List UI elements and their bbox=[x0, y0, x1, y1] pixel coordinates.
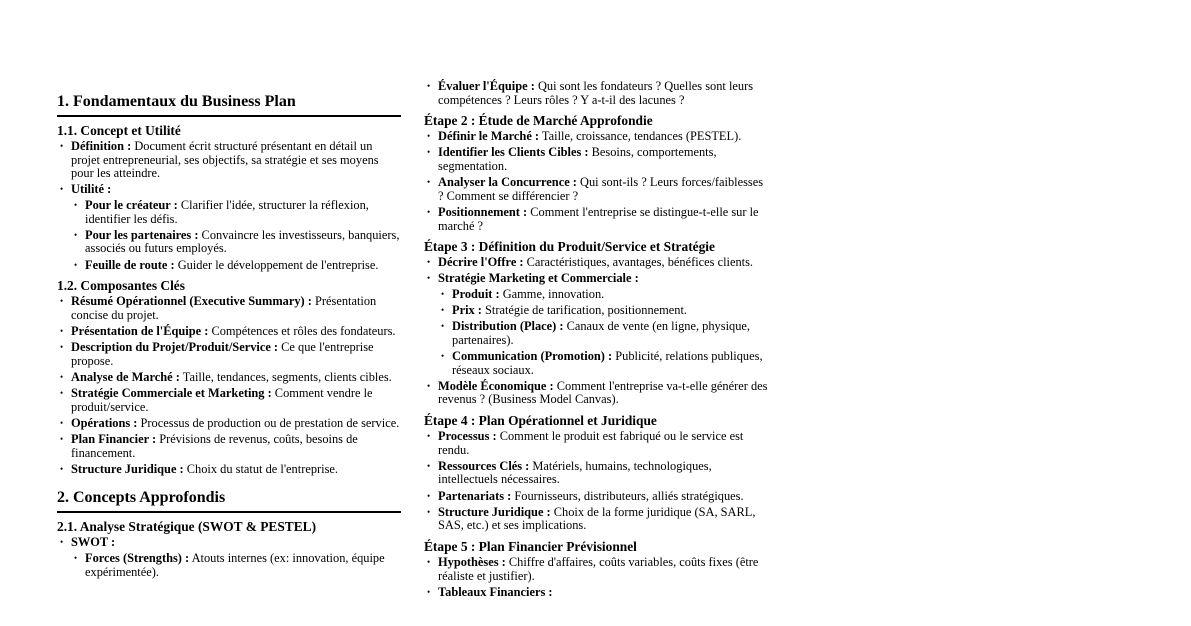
item-term: Structure Juridique : bbox=[438, 504, 551, 519]
item-term: Définition : bbox=[71, 139, 132, 153]
list-item bbox=[438, 350, 768, 377]
item-desc: Comment vendre le produit/service. bbox=[71, 386, 373, 414]
step-3-list bbox=[424, 256, 768, 407]
list-item bbox=[71, 552, 401, 579]
list-item bbox=[424, 130, 768, 144]
item-term: Identifier les Clients Cibles : bbox=[438, 145, 589, 160]
item-desc: Clarifier l'idée, structurer la réflexion, identifier les défis. bbox=[85, 197, 369, 226]
step-4-heading: Étape 4 : Plan Opérationnel et Juridique bbox=[424, 413, 657, 429]
item-term: Distribution (Place) : bbox=[452, 319, 564, 334]
list-item bbox=[424, 80, 768, 107]
list-item bbox=[57, 433, 401, 460]
list-item bbox=[57, 371, 401, 385]
marketing-mix-sublist bbox=[438, 288, 768, 377]
item-desc: Caractéristiques, avantages, bénéfices clients. bbox=[523, 255, 754, 270]
item-term: Évaluer l'Équipe : bbox=[438, 79, 535, 93]
list-item bbox=[424, 380, 768, 407]
item-desc: Présentation concise du projet. bbox=[71, 294, 377, 322]
item-desc: Besoins, comportements, segmentation. bbox=[438, 145, 717, 173]
concept-list bbox=[57, 140, 401, 272]
step-3-heading: Étape 3 : Définition du Produit/Service et Stratégie bbox=[424, 239, 715, 255]
item-term: Stratégie Marketing et Commerciale : bbox=[438, 271, 639, 286]
list-item bbox=[57, 341, 401, 368]
list-item bbox=[57, 463, 401, 477]
item-term: Tableaux Financiers : bbox=[438, 584, 553, 599]
composantes-list bbox=[57, 295, 401, 476]
list-item bbox=[424, 272, 768, 377]
swot-sublist bbox=[71, 552, 401, 579]
list-item bbox=[71, 229, 401, 256]
list-item bbox=[424, 586, 768, 600]
item-term: Définir le Marché : bbox=[438, 129, 540, 144]
list-item bbox=[57, 140, 401, 181]
item-term: Positionnement : bbox=[438, 204, 528, 219]
item-term: Forces (Strengths) : bbox=[85, 551, 190, 565]
step-2-heading: Étape 2 : Étude de Marché Approfondie bbox=[424, 113, 653, 129]
step-5-list bbox=[424, 556, 768, 599]
item-desc: Matériels, humains, technologiques, intellectuels nécessaires. bbox=[438, 458, 712, 487]
item-term: Plan Financier : bbox=[71, 432, 157, 447]
item-term: Ressources Clés : bbox=[438, 458, 530, 473]
item-term: Analyse de Marché : bbox=[71, 369, 180, 384]
list-item bbox=[57, 417, 401, 431]
swot-list bbox=[57, 536, 401, 579]
item-term: Communication (Promotion) : bbox=[452, 349, 613, 364]
item-term: Utilité : bbox=[71, 182, 112, 197]
list-item bbox=[438, 288, 768, 302]
item-term: Pour le créateur : bbox=[85, 197, 178, 212]
subsection-composantes-cles: 1.2. Composantes Clés bbox=[57, 278, 185, 294]
section-heading-fondamentaux: 1. Fondamentaux du Business Plan bbox=[57, 92, 401, 117]
step-4-list bbox=[424, 430, 768, 533]
item-desc: Taille, tendances, segments, clients cibles. bbox=[179, 369, 392, 384]
item-desc: Document écrit structuré présentant en détail un projet entrepreneurial, ses objectifs, sa stratégie et ses moyens pour les atteindre. bbox=[71, 139, 379, 181]
step-5-heading: Étape 5 : Plan Financier Prévisionnel bbox=[424, 538, 637, 554]
item-term: Prix : bbox=[452, 303, 482, 318]
list-item bbox=[424, 460, 768, 487]
item-desc: Fournisseurs, distributeurs, alliés stratégiques. bbox=[511, 488, 744, 503]
list-item bbox=[424, 206, 768, 233]
item-desc: Comment l'entreprise se distingue-t-elle sur le marché ? bbox=[438, 204, 759, 233]
subsection-analyse-strategique: 2.1. Analyse Stratégique (SWOT & PESTEL) bbox=[57, 519, 317, 535]
list-item bbox=[424, 146, 768, 173]
list-item bbox=[57, 536, 401, 579]
step-2-list bbox=[424, 130, 768, 233]
item-desc: Comment l'entreprise va-t-elle générer des revenus ? (Business Model Canvas). bbox=[438, 378, 768, 407]
item-term: Hypothèses : bbox=[438, 554, 506, 569]
item-term: Résumé Opérationnel (Executive Summary) : bbox=[71, 294, 312, 309]
item-desc: Guider le développement de l'entreprise. bbox=[174, 257, 379, 272]
list-item bbox=[424, 430, 768, 457]
item-desc: Chiffre d'affaires, coûts variables, coûts fixes (être réaliste et justifier). bbox=[438, 554, 759, 583]
list-item bbox=[424, 256, 768, 270]
item-term: Stratégie Commerciale et Marketing : bbox=[71, 386, 272, 401]
item-desc: Comment le produit est fabriqué ou le service est rendu. bbox=[438, 429, 744, 457]
item-term: Produit : bbox=[452, 286, 500, 301]
item-desc: Qui sont-ils ? Leurs forces/faiblesses ? Comment se différencier ? bbox=[438, 175, 764, 203]
list-item bbox=[71, 199, 401, 226]
item-desc: Publicité, relations publiques, réseaux sociaux. bbox=[452, 349, 763, 377]
list-item bbox=[424, 556, 768, 583]
item-desc: Gamme, innovation. bbox=[499, 286, 605, 301]
item-term: Décrire l'Offre : bbox=[438, 255, 524, 270]
list-item bbox=[57, 183, 401, 272]
item-term: Partenariats : bbox=[438, 488, 512, 503]
list-item bbox=[424, 176, 768, 203]
section-heading-concepts-approfondis: 2. Concepts Approfondis bbox=[57, 488, 401, 513]
item-term: Modèle Économique : bbox=[438, 378, 554, 393]
item-desc: Compétences et rôles des fondateurs. bbox=[208, 323, 396, 338]
list-item bbox=[424, 490, 768, 504]
list-item bbox=[438, 304, 768, 318]
item-term: Feuille de route : bbox=[85, 257, 175, 272]
list-item bbox=[71, 259, 401, 273]
item-desc: Stratégie de tarification, positionnement. bbox=[481, 303, 688, 318]
equipe-list bbox=[424, 80, 768, 107]
item-desc: Processus de production ou de prestation de service. bbox=[137, 415, 400, 430]
item-term: Présentation de l'Équipe : bbox=[71, 323, 209, 338]
item-desc: Atouts internes (ex: innovation, équipe expérimentée). bbox=[85, 551, 385, 579]
item-desc: Ce que l'entreprise propose. bbox=[71, 340, 374, 368]
item-desc: Prévisions de revenus, coûts, besoins de financement. bbox=[71, 432, 358, 460]
item-term: Analyser la Concurrence : bbox=[438, 175, 577, 190]
item-desc: Choix du statut de l'entreprise. bbox=[183, 461, 339, 476]
item-term: Opérations : bbox=[71, 415, 138, 430]
list-item bbox=[57, 295, 401, 322]
item-term: Pour les partenaires : bbox=[85, 227, 199, 242]
item-term: SWOT : bbox=[71, 535, 116, 550]
item-term: Processus : bbox=[438, 429, 497, 444]
left-column bbox=[57, 92, 401, 582]
list-item bbox=[57, 387, 401, 414]
list-item bbox=[424, 506, 768, 533]
item-desc: Canaux de vente (en ligne, physique, partenaires). bbox=[452, 319, 750, 347]
utilite-sublist bbox=[71, 199, 401, 272]
item-desc: Choix de la forme juridique (SA, SARL, SAS, etc.) et ses implications. bbox=[438, 504, 756, 533]
list-item bbox=[57, 325, 401, 339]
subsection-concept-utilite: 1.1. Concept et Utilité bbox=[57, 123, 181, 138]
item-desc: Qui sont les fondateurs ? Quelles sont leurs compétences ? Leurs rôles ? Y a-t-il des lacunes ? bbox=[438, 79, 754, 107]
item-term: Description du Projet/Produit/Service : bbox=[71, 340, 279, 355]
item-term: Structure Juridique : bbox=[71, 461, 184, 476]
item-desc: Convaincre les investisseurs, banquiers, associés ou futurs employés. bbox=[85, 227, 400, 256]
right-column bbox=[424, 80, 768, 602]
list-item bbox=[438, 320, 768, 347]
item-desc: Taille, croissance, tendances (PESTEL). bbox=[539, 129, 742, 144]
